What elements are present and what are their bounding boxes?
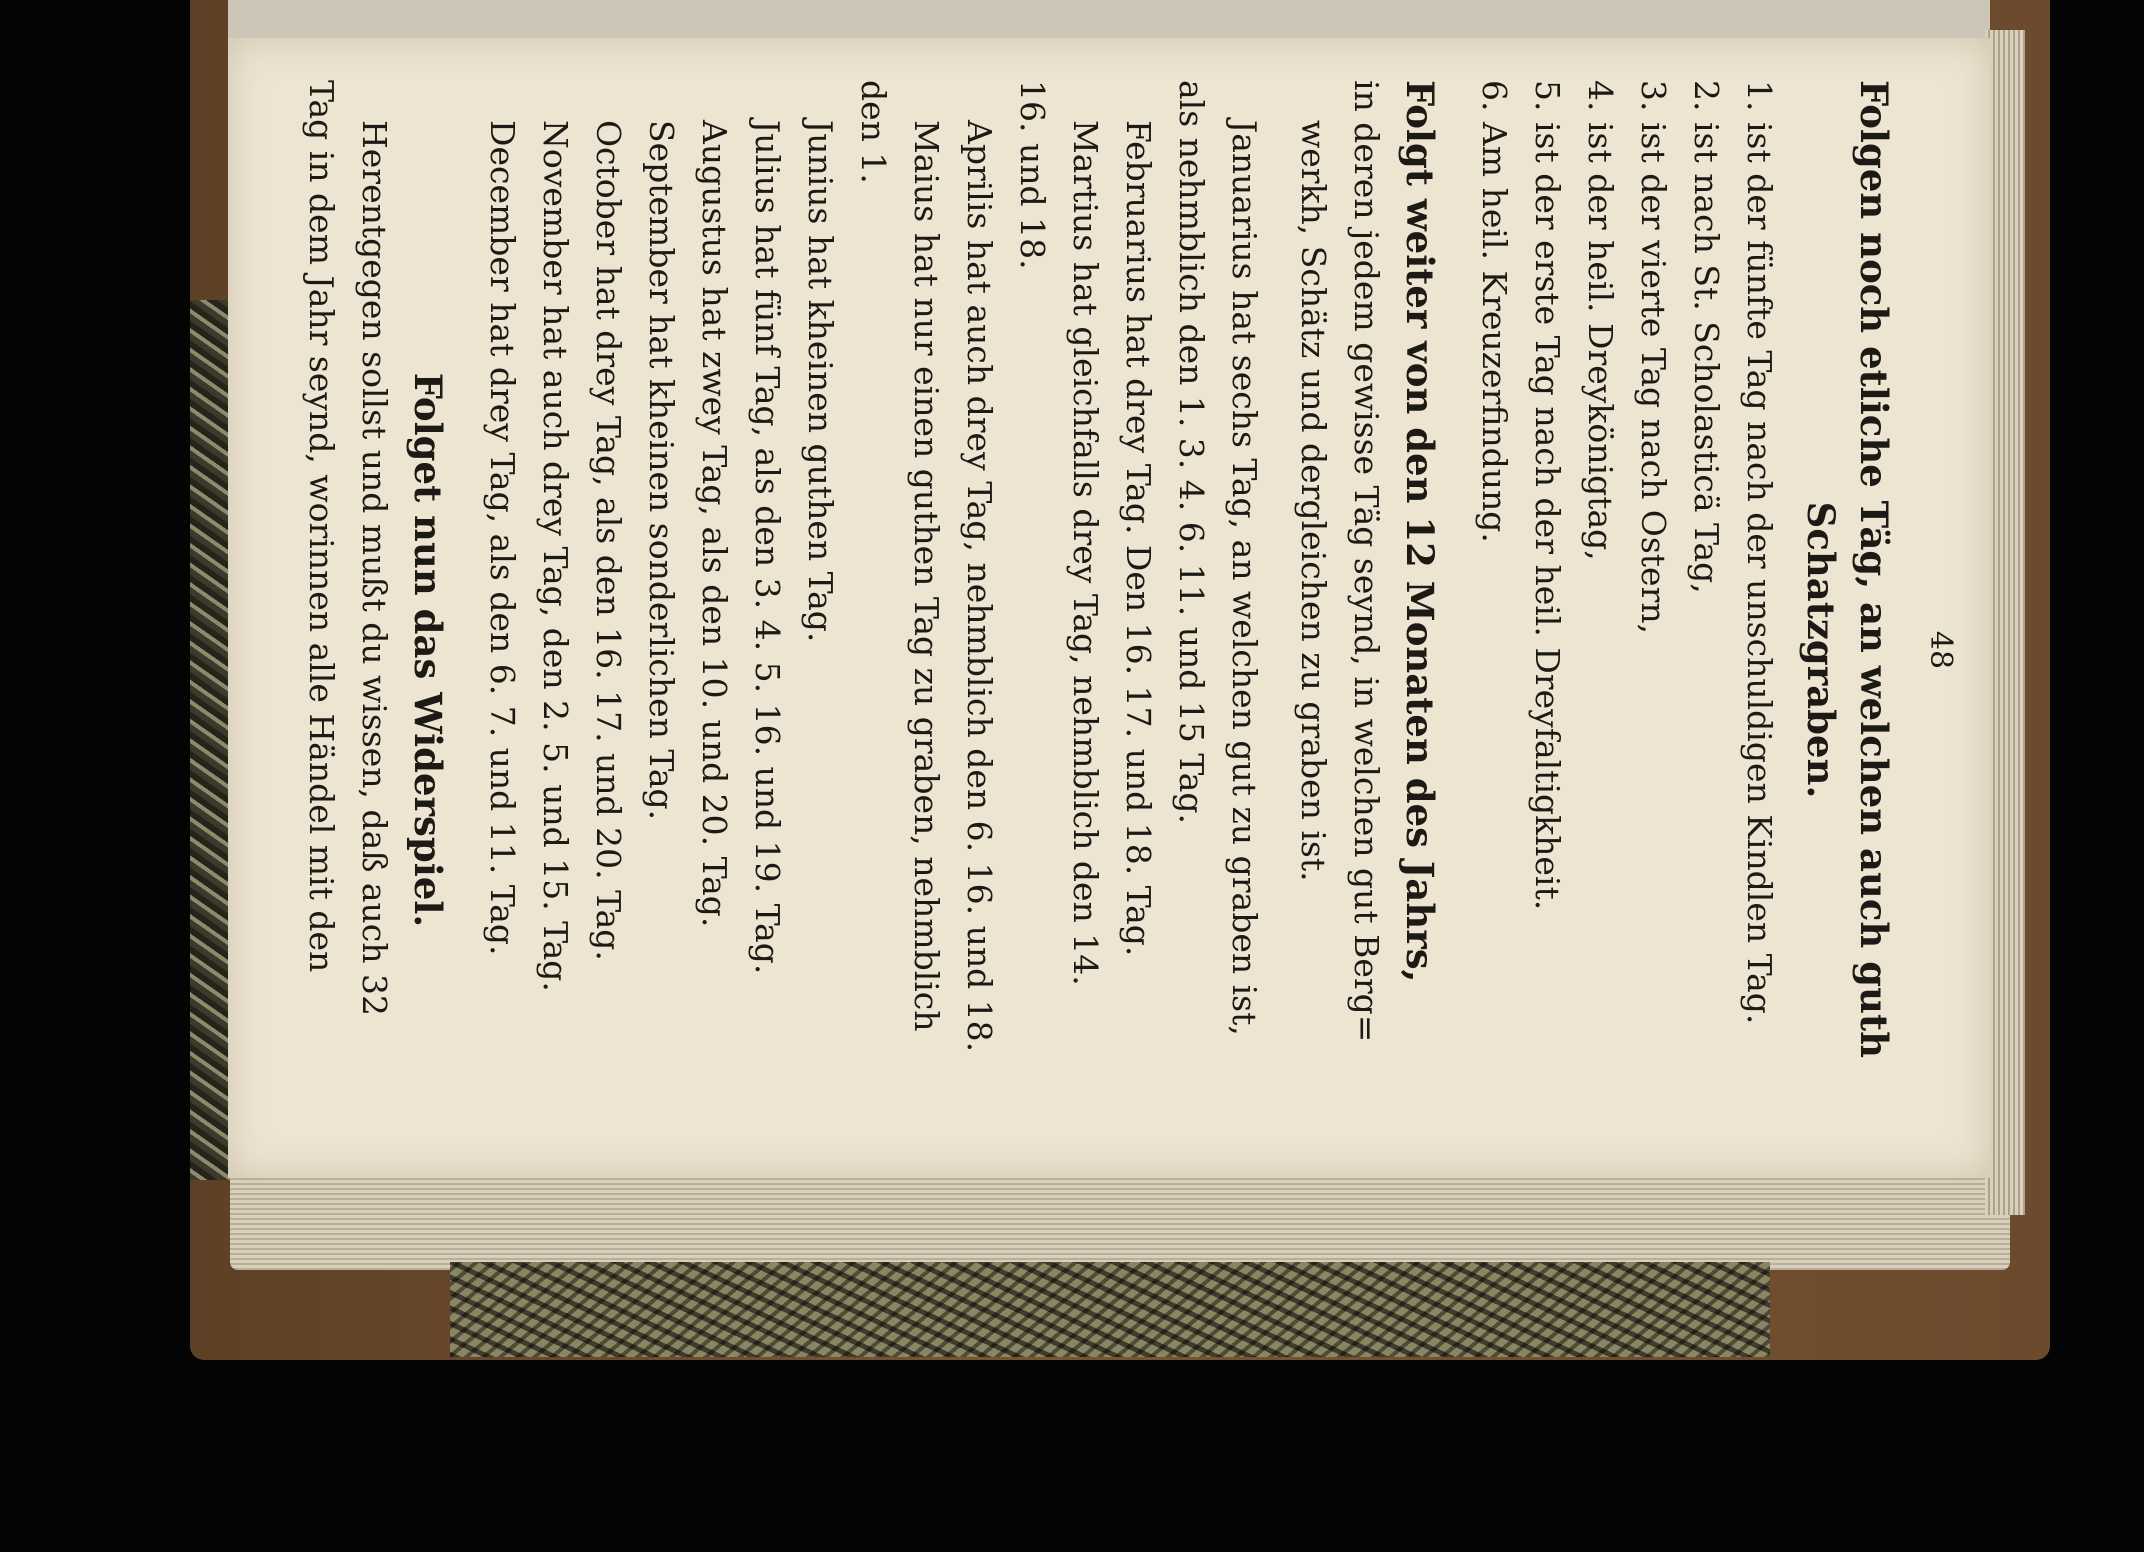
month-line: als nehmblich den 1. 3. 4. 6. 11. und 15 Tag. <box>1172 80 1211 825</box>
month-line: December hat drey Tag, als den 6. 7. und 11. Tag. <box>483 120 522 956</box>
month-line: Januarius hat sechs Tag, an welchen gut zu graben ist, <box>1225 120 1264 1036</box>
list-item: 1. ist der fünfte Tag nach der unschuldigen Kindlen Tag. <box>1740 80 1779 1025</box>
facing-page-edge <box>228 0 1990 40</box>
section3-heading: Folget nun das Widerspiel. <box>406 372 450 928</box>
month-line: Julius hat fünf Tag, als den 3. 4. 5. 16. und 19. Tag. <box>748 120 787 975</box>
marbled-cover-edge-bottom <box>450 1262 1770 1357</box>
section3-line2: Tag in dem Jahr seynd, worinnen alle Händel mit den <box>302 80 341 973</box>
month-line: November hat auch drey Tag, den 2. 5. und 15. Tag. <box>536 120 575 992</box>
month-list <box>476 80 1271 1220</box>
section2-intro-line1: in deren jedem gewisse Täg seynd, in welchen gut Berg= <box>1347 80 1386 1043</box>
month-line: Martius hat gleichfalls drey Tag, nehmblich den 14. <box>1066 120 1105 986</box>
section3-line1: Herentgegen sollst und mußt du wissen, daß auch 32 <box>355 120 394 1017</box>
list-item: 4. ist der heil. Dreykönigtag, <box>1581 80 1620 561</box>
page-stack-right <box>1985 30 2025 1215</box>
month-line: September hat kheinen sonderlichen Tag. <box>642 120 681 821</box>
section2-heading: Folgt weiter von den 12 Monaten des Jahrs, <box>1398 80 1442 983</box>
month-line: October hat drey Tag, als den 16. 17. und 20. Tag. <box>589 120 628 961</box>
section2-intro-line2: werkh, Schätz und dergleichen zu graben ist. <box>1294 120 1333 882</box>
month-line: 16. und 18. <box>1013 80 1052 270</box>
list-item: 2. ist nach St. Scholasticä Tag, <box>1687 80 1726 594</box>
month-line: den 1. <box>854 80 893 184</box>
list-item: 3. ist der vierte Tag nach Ostern, <box>1634 80 1673 635</box>
section1-list <box>1468 80 1786 1220</box>
list-item: 5. ist der erste Tag nach der heil. Dreyfaltigkheit. <box>1528 80 1567 911</box>
section1-heading <box>1794 80 1900 1220</box>
month-line: Junius hat kheinen guthen Tag. <box>801 120 840 643</box>
month-line: Maius hat nur einen guthen Tag zu graben, nehmblich <box>907 120 946 1032</box>
marbled-cover-edge-left <box>190 300 230 1180</box>
page-number: 48 <box>1923 630 1958 670</box>
section1-heading-line1: Folgen noch etliche Täg, an welchen auch guth <box>1852 80 1896 1058</box>
list-item: 6. Am heil. Kreuzerfindung. <box>1475 80 1514 543</box>
month-line: Februarius hat drey Tag. Den 16. 17. und 18. Tag. <box>1119 120 1158 957</box>
section1-heading-line2: Schatzgraben. <box>1799 501 1843 799</box>
page-text <box>302 80 1970 1220</box>
month-line: Aprilis hat auch drey Tag, nehmblich den 6. 16. und 18. <box>960 120 999 1053</box>
month-line: Augustus hat zwey Tag, als den 10. und 20. Tag. <box>695 120 734 928</box>
